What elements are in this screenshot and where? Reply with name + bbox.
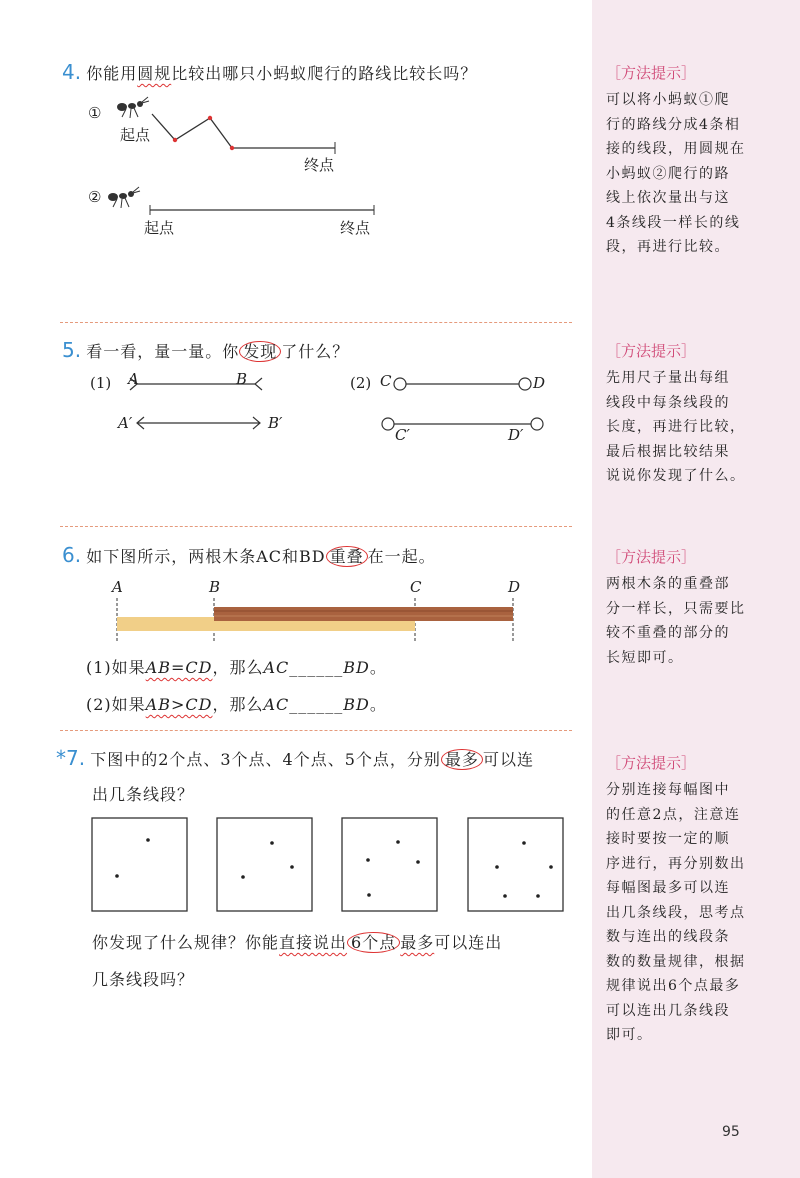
divider xyxy=(60,322,572,323)
q4-heading: 4. 你能用圆规比较出哪只小蚂蚁爬行的路线比较长吗？ xyxy=(62,60,478,84)
q5-heading: 5. 看一看，量一量。你 发现 了什么？ xyxy=(62,338,350,362)
route-2-end: 终点 xyxy=(340,219,371,237)
q7-followup: 你发现了什么规律？你能直接说出 6个点 最多可以连出 xyxy=(92,933,503,952)
q4-tip-body: 可以将小蚂蚁①爬 行的路线分成4条相 接的线段，用圆规在 小蚂蚁②爬行的路 线上依次量出与这 4条线段一样长的线 段，再进行比较。 xyxy=(606,92,746,255)
q7-followup-line2: 几条线段吗？ xyxy=(92,970,195,989)
dots-box-5 xyxy=(468,818,563,911)
q5-part1: (1) xyxy=(90,374,112,392)
divider xyxy=(60,730,572,731)
q4-tip-title: ［方法提示］ xyxy=(606,64,697,82)
q7-keyword: 最多 xyxy=(441,749,483,770)
q7-tip-body: 分别连接每幅图中 的任意2点，注意连 接时要按一定的顺 序进行，再分别数出 每幅图最多可以连 出几条线段，思考点 数与连出的线段条 数的数量规律，根据 规律说出6个点最多 可以连出几条线段 即可。 xyxy=(606,782,746,1043)
q6-tip-title: ［方法提示］ xyxy=(606,548,697,566)
route-1-path xyxy=(152,114,335,148)
route-2-start: 起点 xyxy=(144,219,175,237)
q5-number: 5. xyxy=(62,338,82,362)
answer-blank[interactable]: ______ xyxy=(289,695,344,714)
q5-tip-body: 先用尺子量出每组 线段中每条线段的 长度，再进行比较， 最后根据比较结果 说说你发现了什么。 xyxy=(606,370,746,484)
q5-keyword: 发现 xyxy=(239,341,281,362)
q6-keyword: 重叠 xyxy=(326,546,368,567)
dots-box-3 xyxy=(217,818,312,911)
q7-number: 7. xyxy=(66,746,86,770)
route-1-label: ① xyxy=(88,104,102,122)
q6-sub2: (2)如果AB>CD，那么AC______BD。 xyxy=(86,695,387,714)
answer-blank[interactable]: ______ xyxy=(289,658,344,677)
strip-bd xyxy=(214,607,513,621)
q4-keyword: 圆规 xyxy=(137,64,172,83)
route-2-label: ② xyxy=(88,188,102,206)
q4-number: 4. xyxy=(62,60,82,84)
dots-box-4 xyxy=(342,818,437,911)
q5-tip-title: ［方法提示］ xyxy=(606,342,697,360)
q7-tip-title: ［方法提示］ xyxy=(606,754,697,772)
route-1-end: 终点 xyxy=(304,156,335,174)
q6-number: 6. xyxy=(62,543,82,567)
q5-part2: (2) xyxy=(350,374,372,392)
page-number: 95 xyxy=(722,1124,740,1140)
divider xyxy=(60,526,572,527)
q7-heading: *7. 下图中的2个点、3个点、4个点、5个点，分别 最多 可以连 xyxy=(56,746,534,770)
ant-icon xyxy=(108,187,140,208)
dots-box-2 xyxy=(92,818,187,911)
q6-tip-body: 两根木条的重叠部 分一样长，只需要比 较不重叠的部分的 长短即可。 xyxy=(606,576,746,666)
route-1-start: 起点 xyxy=(120,126,151,144)
q7-heading-line2: 出几条线段？ xyxy=(92,785,195,804)
q6-heading: 6. 如下图所示，两根木条AC和BD 重叠 在一起。 xyxy=(62,543,436,567)
ant-icon xyxy=(117,97,149,118)
q6-sub1: (1)如果AB=CD，那么AC______BD。 xyxy=(86,658,387,677)
